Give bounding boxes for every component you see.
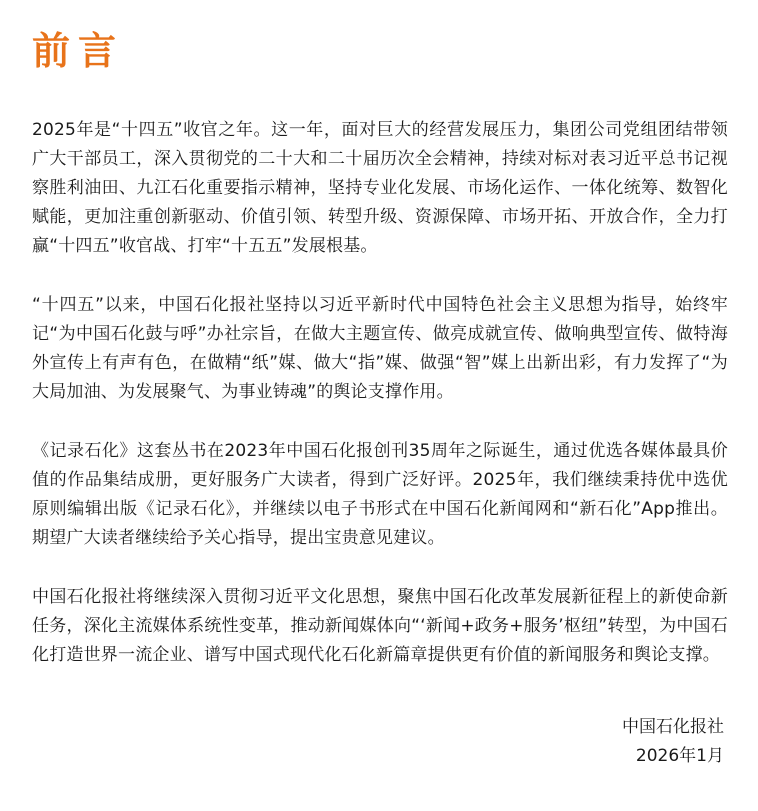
paragraph-4: 中国石化报社将继续深入贯彻习近平文化思想，聚焦中国石化改革发展新征程上的新使命新任务，深化主流媒体系统性变革，推动新闻媒体向“‘新闻+政务+服务’枢纽”转型，为中国石化打造世界一流企业、谱写中国式现代化石化新篇章提供更有价值的新闻服务和舆论支撑。	[32, 587, 728, 665]
paragraph-1: 2025年是“十四五”收官之年。这一年，面对巨大的经营发展压力，集团公司党组团结带领广大干部员工，深入贯彻党的二十大和二十届历次全会精神，持续对标对表习近平总书记视察胜利油田、九江石化重要指示精神，坚持专业化发展、市场化运作、一体化统筹、数智化赋能，更加注重创新驱动、价值引领、转型升级、资源保障、市场开拓、开放合作，全力打赢“十四五”收官战、打牢“十五五”发展根基。	[32, 120, 728, 256]
preface-body	[32, 116, 728, 700]
signature-date: 2026年1月	[635, 746, 724, 766]
page-title: 前言	[32, 29, 125, 73]
paragraph-2: “十四五”以来，中国石化报社坚持以习近平新时代中国特色社会主义思想为指导，始终牢记“为中国石化鼓与呼”办社宗旨，在做大主题宣传、做亮成就宣传、做响典型宣传、做特海外宣传上有声有色，在做精“纸”媒、做大“指”媒、做强“智”媒上出新出彩，有力发挥了“为大局加油、为发展聚气、为事业铸魂”的舆论支撑作用。	[32, 295, 728, 402]
signature-block	[622, 713, 724, 771]
paragraph-3: 《记录石化》这套丛书在2023年中国石化报创刊35周年之际诞生，通过优选各媒体最具价值的作品集结成册，更好服务广大读者，得到广泛好评。2025年，我们继续秉持优中选优原则编辑出版《记录石化》，并继续以电子书形式在中国石化新闻网和“新石化”App推出。期望广大读者继续给予关心指导，提出宝贵意见建议。	[32, 441, 728, 548]
signature-organization: 中国石化报社	[622, 717, 724, 737]
